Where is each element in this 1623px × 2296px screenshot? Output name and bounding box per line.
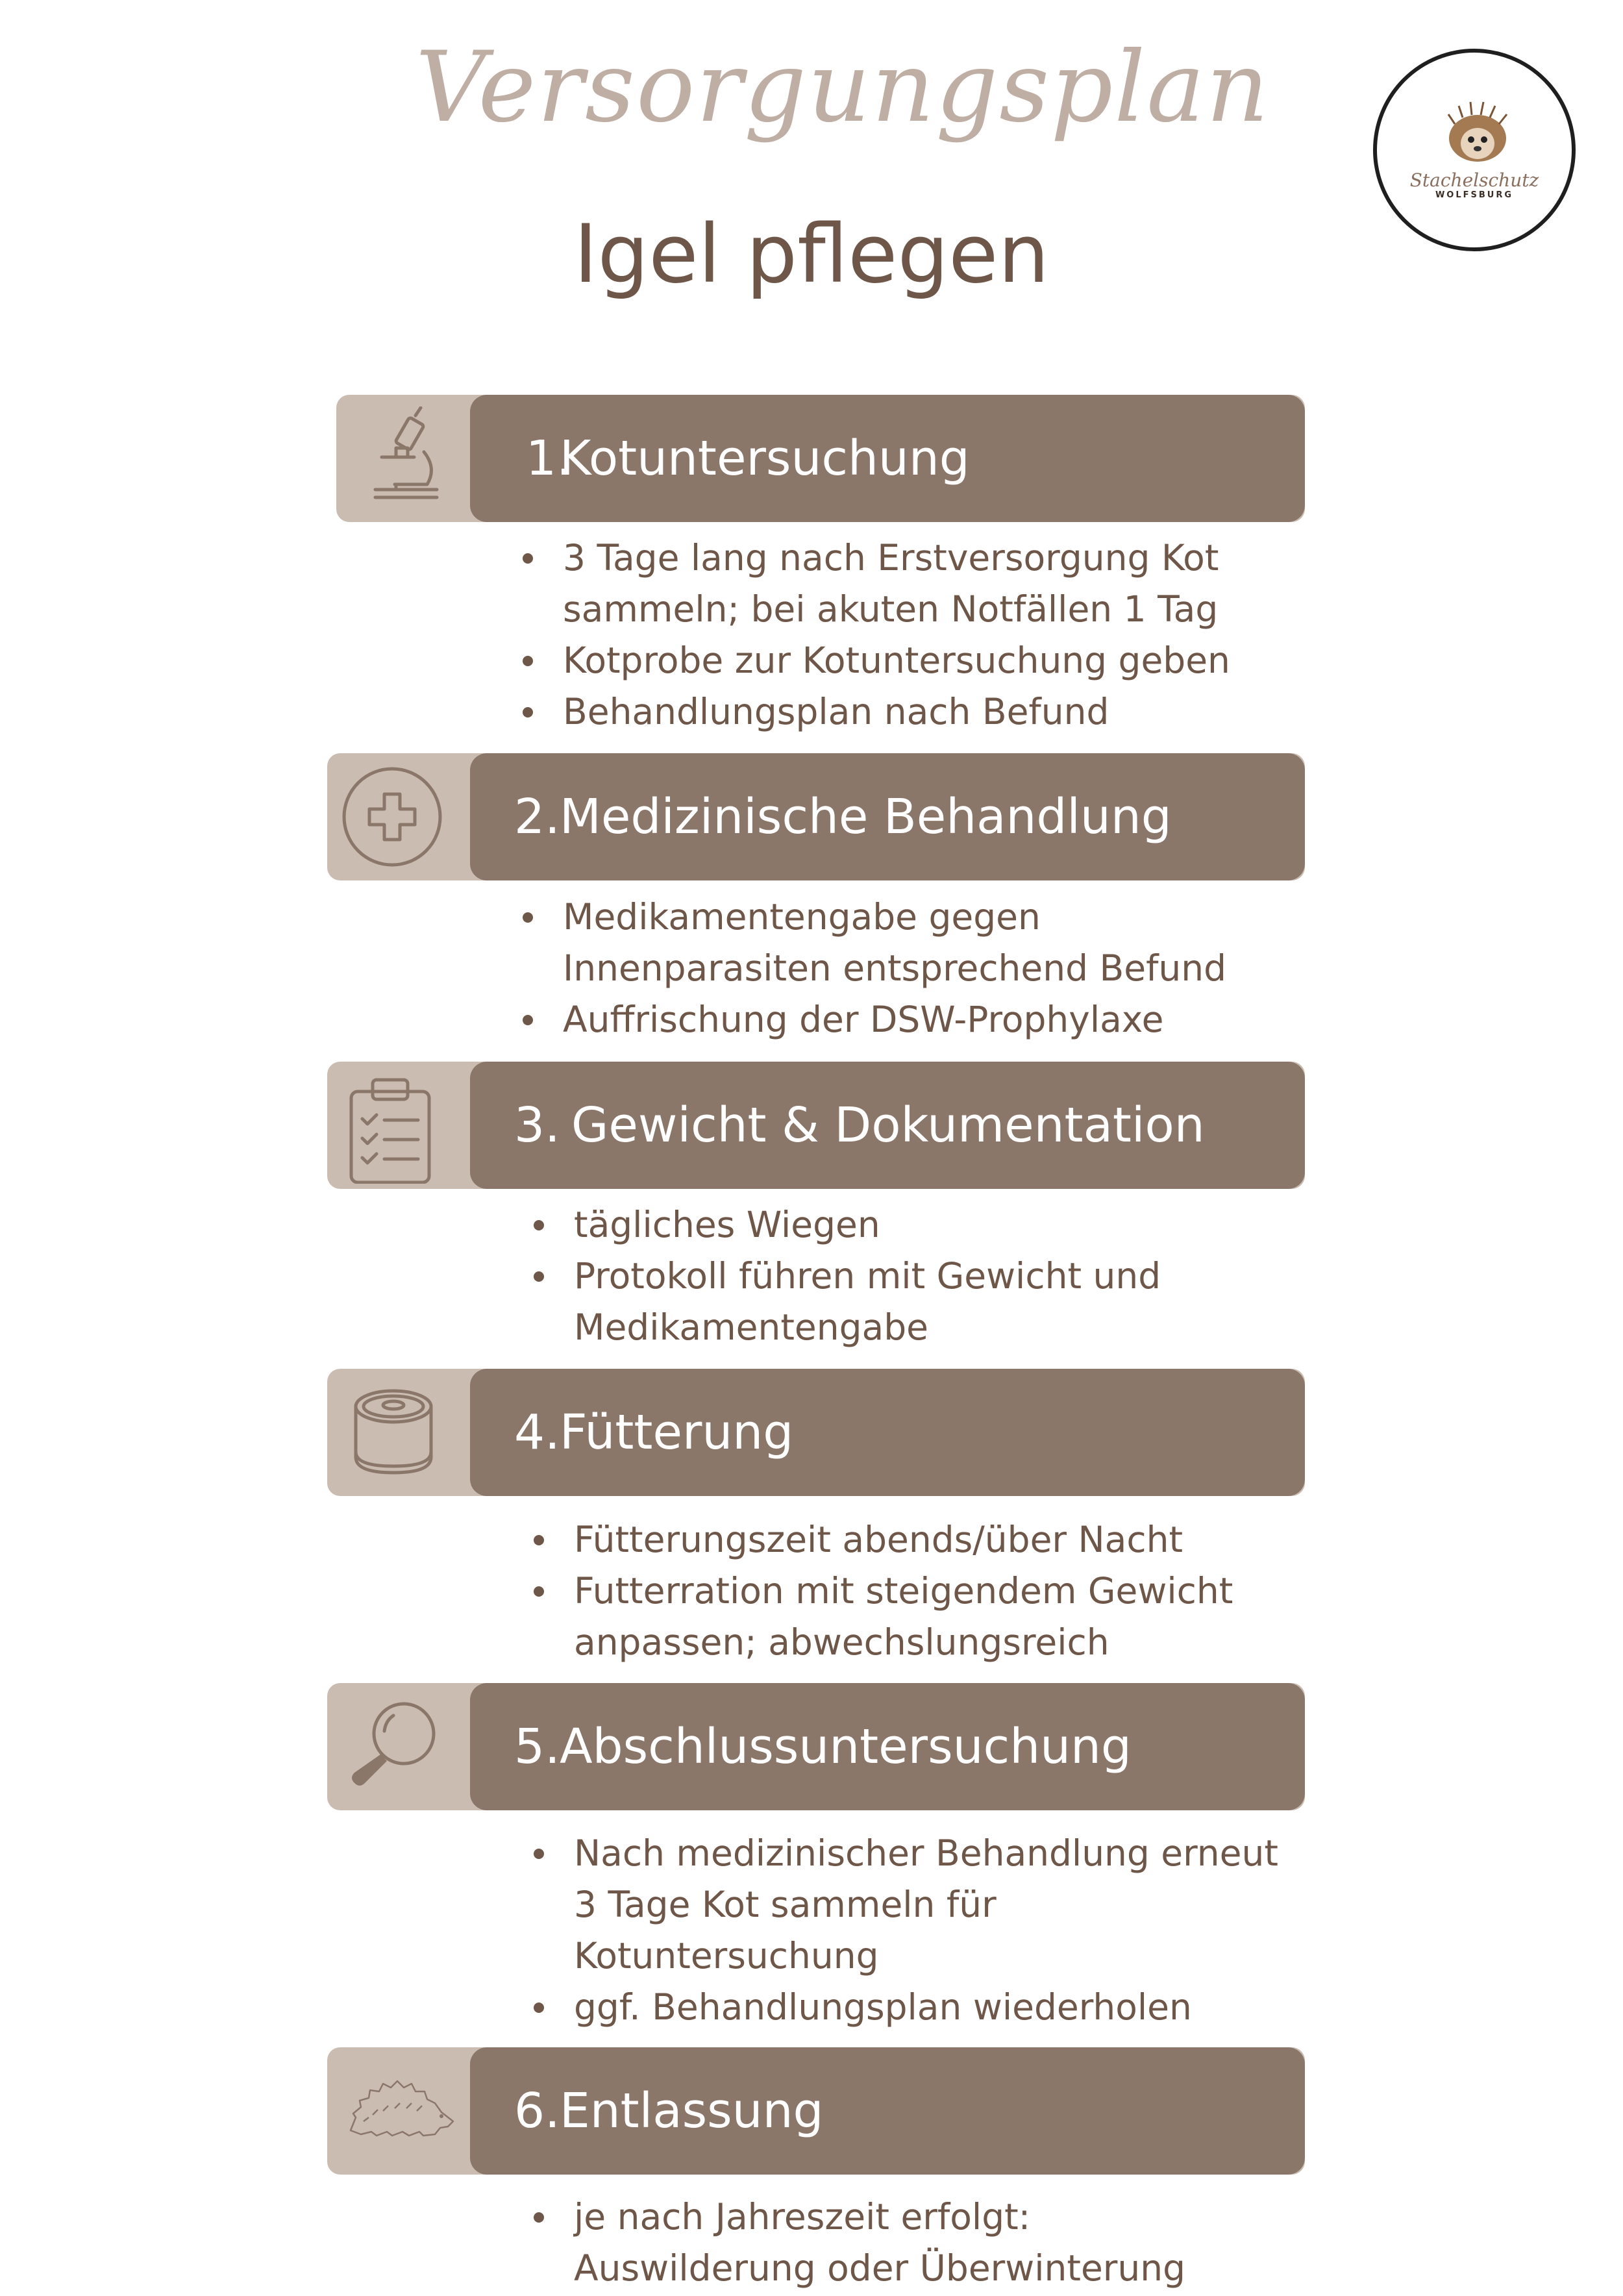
list-item: Behandlungsplan nach Befund: [517, 686, 1230, 738]
section-2-list: [517, 892, 1226, 1045]
section-1-list: [517, 532, 1230, 738]
logo-script-text: Stachelschutz: [1409, 169, 1539, 191]
list-item: Nach medizinischer Behandlung erneut 3 Tage Kot sammeln für Kotuntersuchung: [528, 1828, 1278, 1982]
section-number: 4.: [514, 1404, 560, 1460]
script-title: Versorgungsplan: [415, 31, 1270, 144]
section-number: 5.: [514, 1719, 560, 1775]
bullet-dot: [523, 1015, 533, 1025]
list-item: Futterration mit steigendem Gewicht anpassen; abwechslungsreich: [528, 1566, 1233, 1668]
bullet-dot: [534, 2003, 544, 2013]
bullet-dot: [534, 1220, 544, 1230]
list-item: tägliches Wiegen: [528, 1199, 1161, 1251]
bullet-dot: [523, 553, 533, 564]
section-4-list: [528, 1514, 1233, 1668]
list-item: ggf. Behandlungsplan wiederholen: [528, 1982, 1278, 2033]
section-title: Gewicht & Dokumentation: [571, 1097, 1205, 1153]
list-item: Protokoll führen mit Gewicht und Medikamentengabe: [528, 1251, 1161, 1353]
section-title: Fütterung: [560, 1404, 794, 1460]
section-header-2: [327, 753, 1305, 880]
magnifier-icon: [347, 1695, 444, 1799]
bullet-dot: [523, 656, 533, 666]
logo: [1373, 49, 1576, 251]
section-title: Medizinische Behandlung: [560, 789, 1172, 845]
bullet-dot: [534, 2212, 544, 2223]
list-item: je nach Jahreszeit erfolgt: Auswilderung oder Überwinterung: [528, 2191, 1185, 2294]
hedgehog-outline-icon: [344, 2059, 461, 2163]
list-item: 3 Tage lang nach Erstversorgung Kot sammeln; bei akuten Notfällen 1 Tag: [517, 532, 1230, 635]
section-6-list: [528, 2191, 1185, 2294]
page-title: Igel pflegen: [573, 208, 1050, 301]
section-title: Kotuntersuchung: [560, 430, 970, 486]
section-number: 2.: [514, 789, 560, 845]
section-5-list: [528, 1828, 1278, 2033]
bullet-dot: [534, 1586, 544, 1597]
section-3-list: [528, 1199, 1161, 1353]
section-header-4: [327, 1369, 1305, 1496]
bullet-dot: [534, 1271, 544, 1282]
list-item: Auffrischung der DSW-Prophylaxe: [517, 994, 1226, 1045]
section-number: 1.: [526, 430, 572, 486]
food-can-icon: [347, 1380, 444, 1484]
section-header-5: [327, 1683, 1305, 1810]
section-number: 6.: [514, 2083, 560, 2139]
section-header-3: [327, 1062, 1305, 1189]
bullet-dot: [534, 1849, 544, 1859]
section-number: 3.: [514, 1097, 560, 1153]
logo-sub-text: WOLFSBURG: [1435, 190, 1514, 200]
bullet-dot: [534, 1535, 544, 1545]
section-title: Entlassung: [560, 2083, 824, 2139]
medical-cross-icon: [339, 765, 446, 869]
bullet-dot: [523, 912, 533, 923]
list-item: Medikamentengabe gegen Innenparasiten entsprechend Befund: [517, 892, 1226, 994]
hedgehog-icon: [1442, 98, 1513, 169]
section-title: Abschlussuntersuchung: [560, 1719, 1132, 1775]
clipboard-icon: [341, 1073, 439, 1184]
list-item: Fütterungszeit abends/über Nacht: [528, 1514, 1233, 1566]
microscope-icon: [356, 406, 453, 510]
list-item: Kotprobe zur Kotuntersuchung geben: [517, 635, 1230, 686]
section-header-1: [336, 395, 1305, 522]
bullet-dot: [523, 707, 533, 718]
section-header-6: [327, 2047, 1305, 2175]
